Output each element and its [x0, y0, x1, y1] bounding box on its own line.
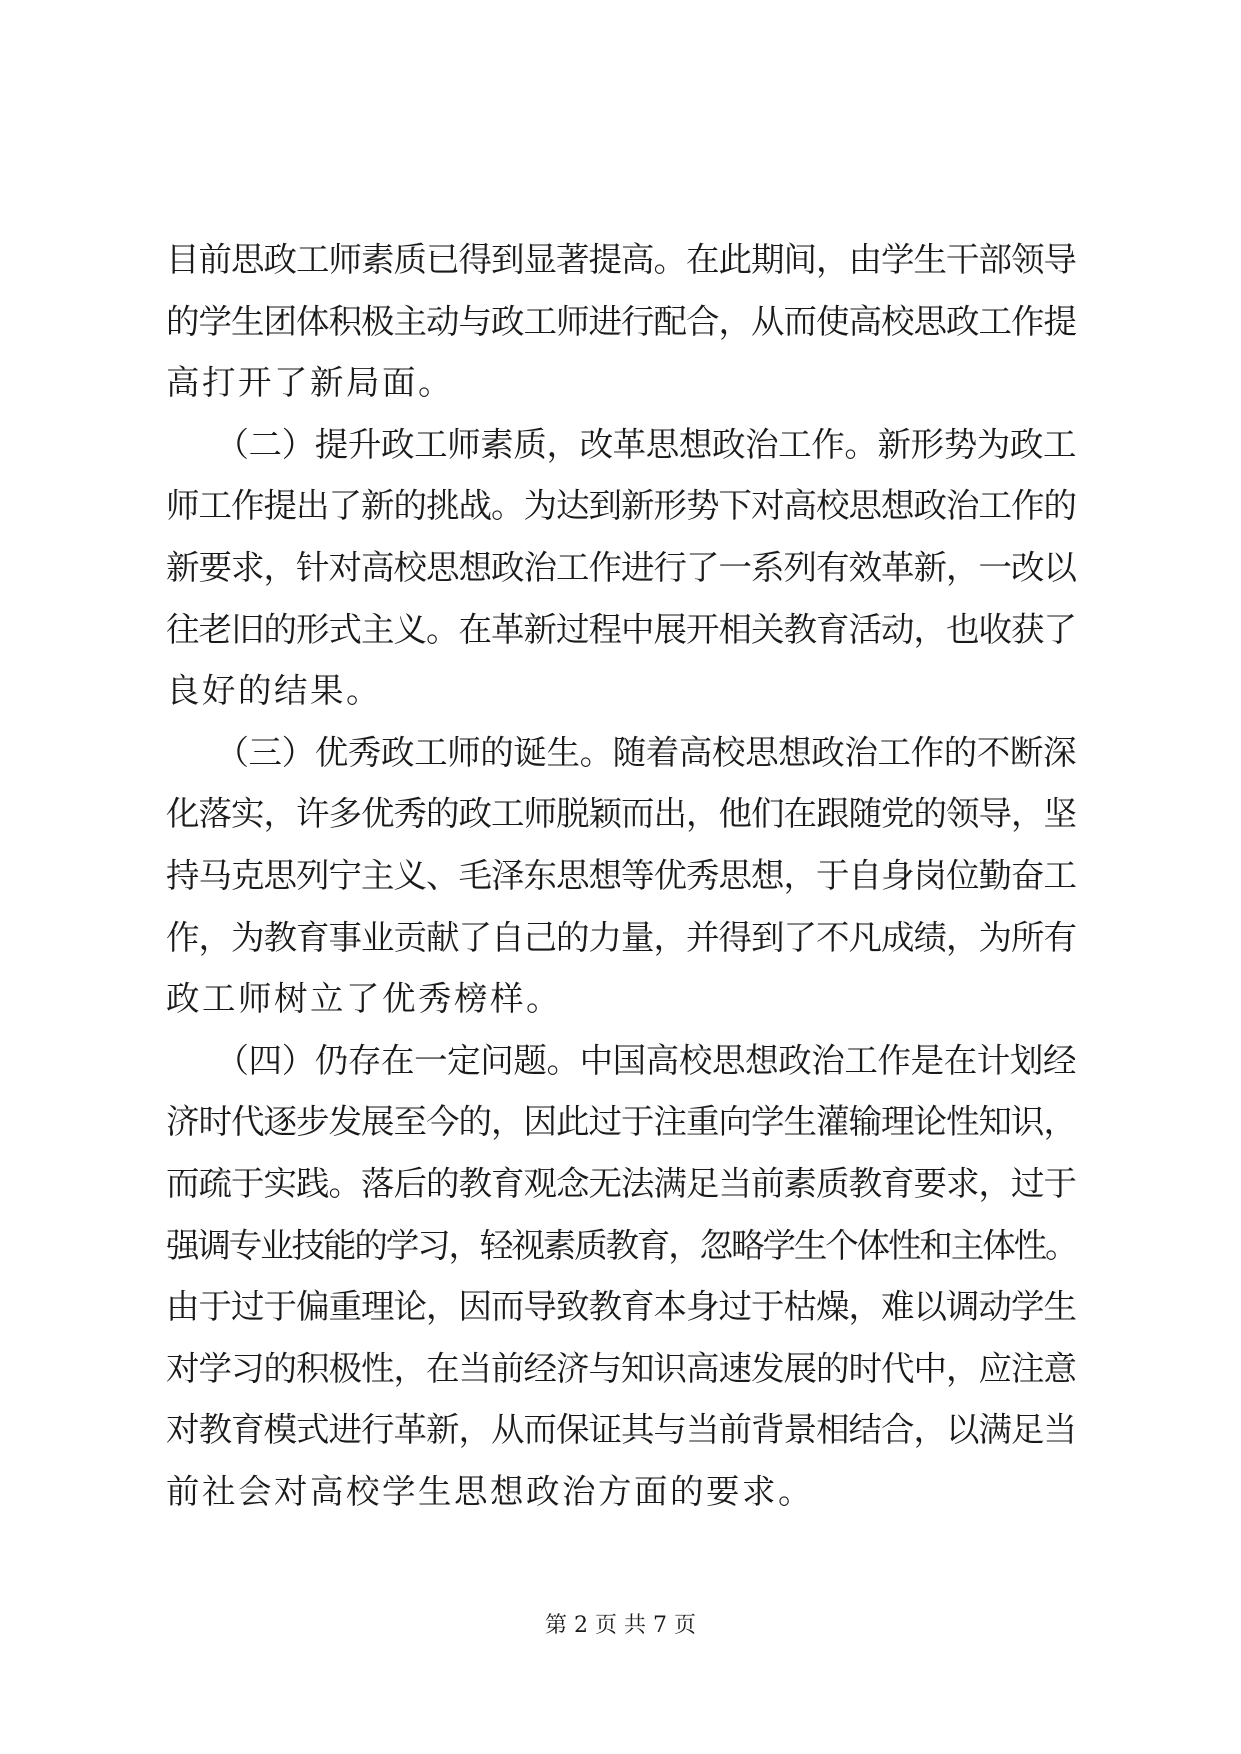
- text-line: 师工作提出了新的挑战。为达到新形势下对高校思想政治工作的: [166, 486, 1076, 526]
- text-line: 强调专业技能的学习，轻视素质教育，忽略学生个体性和主体性。: [166, 1225, 1076, 1265]
- text-line: （二）提升政工师素质，改革思想政治工作。新形势为政工: [166, 424, 1076, 464]
- text-line: 对学习的积极性，在当前经济与知识高速发展的时代中，应注意: [166, 1348, 1076, 1388]
- text-line: 良好的结果。: [166, 671, 382, 711]
- text-line: 新要求，针对高校思想政治工作进行了一系列有效革新，一改以: [166, 547, 1076, 587]
- text-line: 持马克思列宁主义、毛泽东思想等优秀思想，于自身岗位勤奋工: [166, 855, 1076, 895]
- text-line: 对教育模式进行革新，从而保证其与当前背景相结合，以满足当: [166, 1410, 1076, 1450]
- text-line: 由于过于偏重理论，因而导致教育本身过于枯燥，难以调动学生: [166, 1287, 1076, 1327]
- body-text: [166, 229, 1076, 1522]
- text-line: 济时代逐步发展至今的，因此过于注重向学生灌输理论性知识，: [166, 1102, 1076, 1142]
- text-line: 而疏于实践。落后的教育观念无法满足当前素质教育要求，过于: [166, 1163, 1076, 1203]
- text-line: 前社会对高校学生思想政治方面的要求。: [166, 1471, 814, 1511]
- text-line: 目前思政工师素质已得到显著提高。在此期间，由学生干部领导: [166, 240, 1076, 279]
- text-line: 作，为教育事业贡献了自己的力量，并得到了不凡成绩，为所有: [166, 917, 1076, 957]
- text-line: 高打开了新局面。: [166, 363, 454, 403]
- text-line: 政工师树立了优秀榜样。: [166, 979, 562, 1019]
- text-line: 往老旧的形式主义。在革新过程中展开相关教育活动，也收获了: [166, 609, 1076, 649]
- text-line: （四）仍存在一定问题。中国高校思想政治工作是在计划经: [166, 1040, 1076, 1080]
- page-footer: 第 2 页 共 7 页: [545, 1613, 696, 1638]
- text-line: （三）优秀政工师的诞生。随着高校思想政治工作的不断深: [166, 732, 1076, 772]
- text-line: 的学生团体积极主动与政工师进行配合，从而使高校思政工作提: [166, 301, 1076, 341]
- text-line: 化落实，许多优秀的政工师脱颖而出，他们在跟随党的领导，坚: [166, 794, 1076, 834]
